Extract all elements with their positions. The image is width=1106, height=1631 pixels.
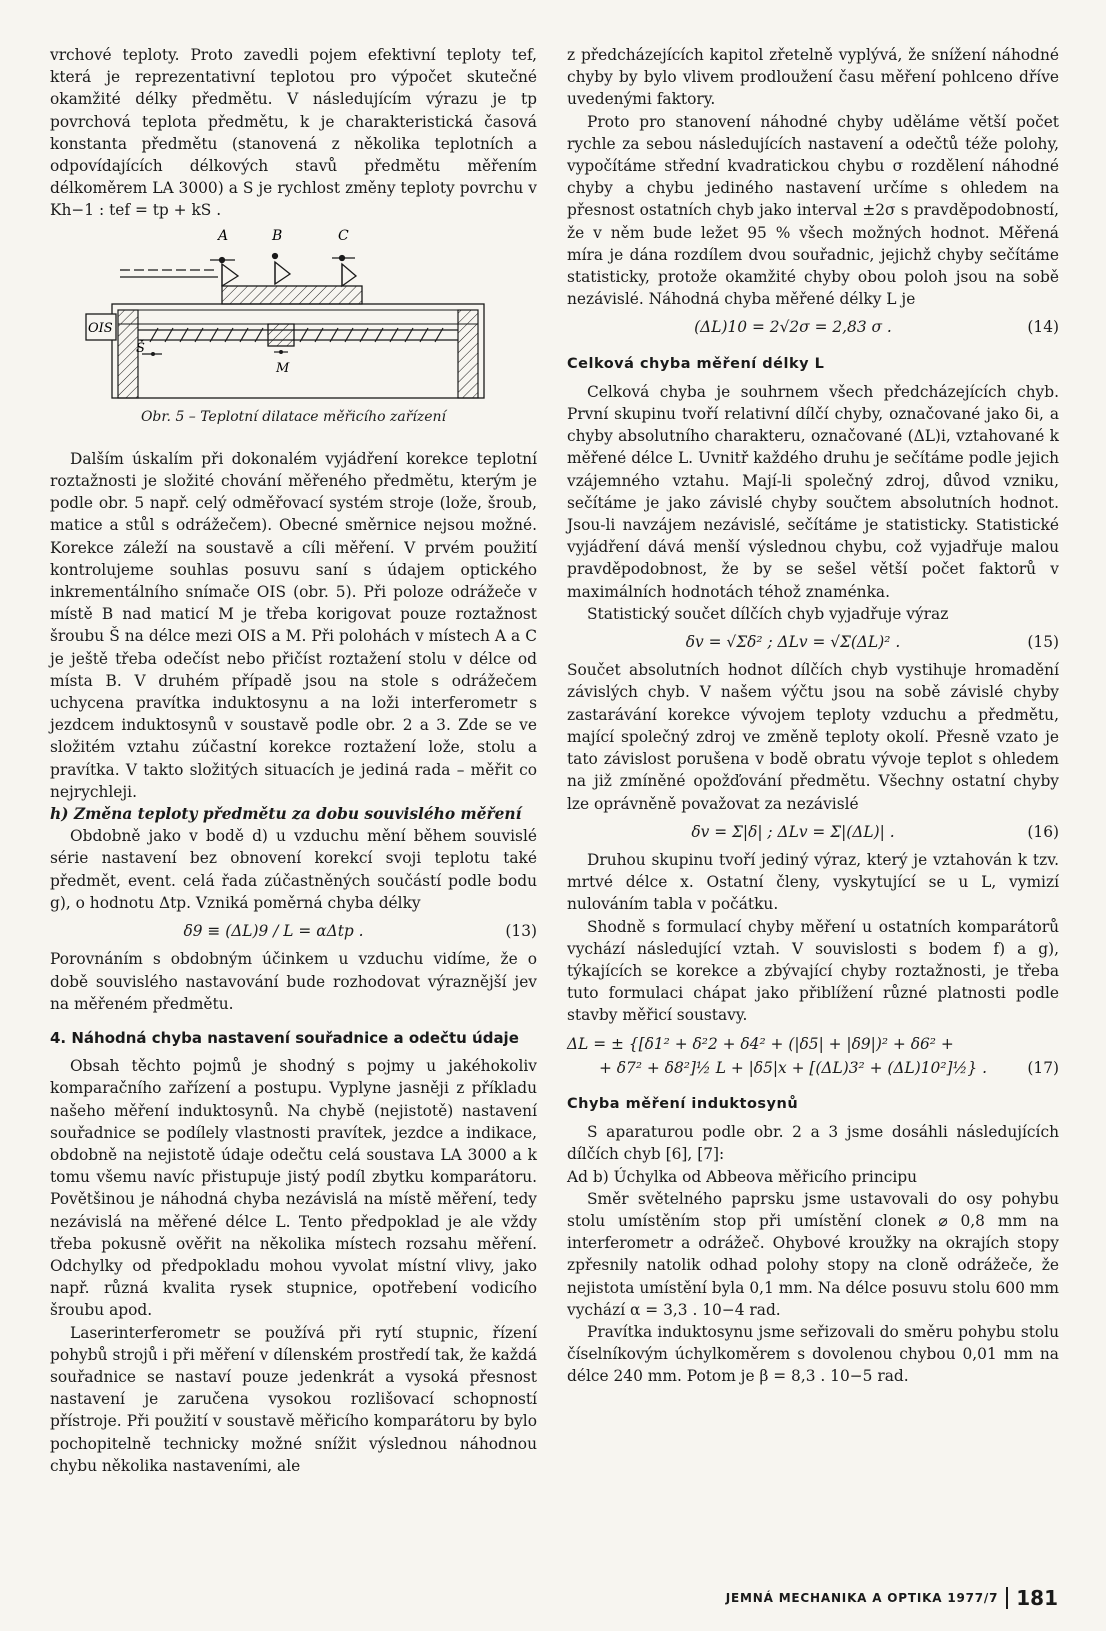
equation-formula: δ9 ≡ (ΔL)9 / L = αΔtp . — [183, 922, 364, 941]
laser-beam-lines — [120, 270, 218, 277]
paragraph: Směr světelného paprsku jsme ustavovali do osy pohybu stolu umístěním stop při umístění clonek ⌀ 0,8 mm na interferometr a odrážeč. Ohybové kroužky na okrajích stopy zpřesnily natolik odhad polohy stopy na cloně odrážeče, že nejistota umístění byla 0,1 mm. Na délce posuvu stolu 600 mm vychází α = 3,3 . 10−4 rad. — [567, 1189, 1059, 1319]
subsection-heading: h) Změna teploty předmětu za dobu souvislého měření — [50, 805, 522, 824]
equation-number: (17) — [1027, 1058, 1059, 1077]
section-heading: 4. Náhodná chyba nastavení souřadnice a odečtu údaje — [50, 1028, 519, 1047]
paragraph: Celková chyba je souhrnem všech předcházejících chyb. První skupinu tvoří relativní dílčí chyby, označované jako δi, a chyby absolutního charakteru, označované (ΔL)i, vztahované k měřené délce L. Uvnitř každého druhu je sečítáme podle jejich vzájemného vztahu. Mají-li společný zdroj, důvod vzniku, sečítáme je jako závislé chyby součtem absolutních hodnot. Jsou-li navzájem nezávislé, sečítáme je statisticky. Statistické vyjádření dává menší výslednou chybu, což vyjadřuje malou pravděpodobnost, že by se sešel větší počet faktorů v maximálních hodnotách téhož znaménka. — [567, 382, 1059, 601]
paragraph: Pravítka induktosynu jsme seřizovali do směru pohybu stolu číselníkovým úchylkoměrem s dovolenou chybou 0,01 mm na délce 240 mm. Potom je β = 8,3 . 10−5 rad. — [567, 1322, 1059, 1386]
lead-screw — [138, 328, 458, 342]
position-marker-b — [273, 253, 291, 284]
figure-label-b: B — [272, 227, 283, 244]
nut-m — [268, 324, 294, 346]
paragraph: S aparaturou podle obr. 2 a 3 jsme dosáhli následujících dílčích chyb [6], [7]: — [567, 1123, 1059, 1164]
paragraph: Shodně s formulací chyby měření u ostatních komparátorů vychází následující vztah. V souvislosti s bodem f) a g), týkajících se korekce a zbývající chyby roztažnosti, je třeba tuto formulaci chápat jako přiblížení různé platnosti podle stavby měřicí soustavy. — [567, 917, 1059, 1025]
paragraph: Součet absolutních hodnot dílčích chyb vystihuje hromadění závislých chyb. V našem výčtu jsou na sobě závislé chyby zastarávání korekce vývojem teploty vzduchu a předmětu, mající společný zdroj ve změně teploty okolí. Přesně vzato je tato závislost porušena v bodě obratu vývoje teplot s ohledem na již zmíněné opožďování předmětu. Všechny ostatní chyby lze oprávněně považovat za nezávislé — [567, 661, 1059, 813]
paragraph: Proto pro stanovení náhodné chyby uděláme větší počet rychle za sebou následujících nastavení a odečtů téže polohy, vypočítáme střední kvadratickou chybu σ rozdělení náhodné chyby a chybu jediného nastavení určíme s ohledem na přesnost ostatních chyb jako interval ±2σ s pravděpodobností, že v něm bude ležet 95 % všech možných hodnot. Měřená míra je dána rozdílem dvou souřadnic, jejichž chyby sečítáme statisticky, protože okamžité chyby obou poloh jsou na sobě nezávislé. Náhodná chyba měřené délky L je — [567, 112, 1059, 309]
machine-bed — [112, 304, 484, 398]
position-marker-c — [332, 255, 356, 286]
figure-label-s: Š — [136, 340, 145, 356]
figure-label-ois: OIS — [88, 320, 113, 336]
equation-formula: δv = Σ|δ| ; ΔLv = Σ|(ΔL)| . — [691, 822, 895, 841]
left-column — [50, 44, 537, 1477]
equation-17-line-2 — [567, 1057, 1059, 1079]
equation-number: (13) — [505, 922, 537, 941]
paragraph: Porovnáním s obdobným účinkem u vzduchu vidíme, že o době souvislého nastavování bude rozhodovat výraznější jev na měřeném předmětu. — [50, 950, 537, 1013]
paragraph: Statistický součet dílčích chyb vyjadřuje výraz — [587, 604, 949, 623]
section-heading: Celková chyba měření délky L — [567, 355, 825, 372]
equation-13 — [50, 920, 537, 942]
figure-caption: Obr. 5 – Teplotní dilatace měřicího zařízení — [140, 408, 447, 425]
paragraph: Ad b) Úchylka od Abbeova měřicího principu — [567, 1167, 918, 1186]
equation-14 — [567, 316, 1059, 338]
equation-formula: ΔL = ± {[δ1² + δ²2 + δ4² + (|δ5| + |δ9|)² + δ6² + — [567, 1034, 954, 1053]
equation-17-line-1 — [567, 1033, 1059, 1055]
paragraph: z předcházejících kapitol zřetelně vyplývá, že snížení náhodné chyby by bylo vlivem prodloužení času měření pohlceno dříve uvedenými faktory. — [567, 46, 1059, 109]
journal-name: JEMNÁ MECHANIKA A OPTIKA 1977/7 — [725, 1591, 999, 1605]
page-number: 181 — [1016, 1586, 1058, 1610]
equation-16 — [567, 821, 1059, 843]
equation-number: (14) — [1027, 318, 1059, 337]
figure-label-m: M — [276, 360, 290, 376]
table-slide — [222, 286, 362, 304]
equation-formula: + δ7² + δ8²]½ L + |δ5|x + [(ΔL)3² + (ΔL)10²]½} . — [598, 1058, 987, 1077]
equation-number: (15) — [1027, 633, 1059, 652]
figure-label-c: C — [338, 227, 349, 244]
paragraph: vrchové teploty. Proto zavedli pojem efektivní teploty tef, která je reprezentativní teplotou pro výpočet skutečné okamžité délky předmětu. V následujícím výrazu je tp povrchová teplota předmětu, k je charakteristická časová konstanta předmětu (stanovená z několika teplotních a odpovídajících délkových stavů předmětu měřením délkoměrem LA 3000) a S je rychlost změny teploty povrchu v Kh−1 : tef = tp + kS . — [50, 46, 537, 220]
right-column — [567, 44, 1059, 1388]
equation-formula: δv = √Σδ² ; ΔLv = √Σ(ΔL)² . — [685, 633, 901, 652]
footer-divider — [1006, 1587, 1008, 1609]
position-marker-a — [210, 257, 238, 286]
paragraph: Druhou skupinu tvoří jediný výraz, který je vztahován k tzv. mrtvé délce x. Ostatní členy, vyskytující se u L, vymizí nulováním tabla v počátku. — [567, 850, 1059, 914]
equation-15 — [567, 631, 1059, 653]
equation-formula: (ΔL)10 = 2√2σ = 2,83 σ . — [694, 318, 892, 337]
figure-label-a: A — [218, 227, 229, 244]
paragraph: Dalším úskalím při dokonalém vyjádření korekce teplotní roztažnosti je složité chování měřeného předmětu, kterým je podle obr. 5 např. celý odměřovací systém stroje (lože, šroub, matice a stůl s odrážečem). Obecné směrnice nejsou možné. Korekce záleží na soustavě a cíli měření. V prvém použití kontrolujeme souhlas posuvu saní s údajem optického inkrementálního snímače OIS (obr. 5). Při poloze odrážeče v místě B nad maticí M je třeba korigovat pouze roztažnost šroubu Š na délce mezi OIS a M. Při polohách v místech A a C je ještě třeba odečíst nebo přičíst roztažení stolu v délce od místa B. V druhém případě jsou na stole s odrážečem uchycena pravítka induktosynu a na loži interferometr s jezdcem induktosynů v soustavě podle obr. 2 a 3. Zde se ve složitém vztahu zúčastní korekce roztažení lože, stolu a pravítka. V takto složitých situacích je jediná rada – měřit co nejrychleji. — [50, 449, 537, 801]
paragraph: Obsah těchto pojmů je shodný s pojmy u jakéhokoliv komparačního zařízení a postupu. Vyplyne jasněji z příkladu našeho měření induktosynů. Na chybě (nejistotě) nastavení souřadnice se podílely vlastnosti pravítek, jezdce a indikace, obdobně na nejistotě údaje odečtu celá soustava LA 3000 a k tomu všemu navíc přistupuje jistý podíl zbytku komparátoru. Povětšinou je náhodná chyba nezávislá na místě měření, tedy nezávislá na měřené délce L. Tento předpoklad je ale vždy třeba pokusně ověřit na několika místech rozsahu měření. Odchylky od předpokladu mohou vyvolat místní vlivy, jako např. různá kvalita rysek stupnice, opotřebení vodicího šroubu apod. — [50, 1057, 537, 1320]
figure-thermal-dilatation — [50, 226, 537, 402]
paragraph: Laserinterferometr se používá při rytí stupnic, řízení pohybů strojů i při měření v dílenském prostředí tak, že každá souřadnice se nastaví pouze jedenkrát a vysoká přesnost nastavení je zaručena vysokou rozlišovací schopností přístroje. Při použití v soustavě měřicího komparátoru by bylo pochopitelně technicky možné snížit výslednou náhodnou chybu několika nastaveními, ale — [50, 1323, 537, 1475]
page-footer — [726, 1586, 1058, 1610]
paragraph: Obdobně jako v bodě d) u vzduchu mění během souvislé série nastavení bez obnovení korekcí svoji teplotu také předmět, event. celá řada zúčastněných součástí podle bodu g), o hodnotu Δtp. Vzniká poměrná chyba délky — [50, 827, 537, 912]
equation-number: (16) — [1027, 822, 1059, 841]
section-heading: Chyba měření induktosynů — [567, 1095, 799, 1112]
